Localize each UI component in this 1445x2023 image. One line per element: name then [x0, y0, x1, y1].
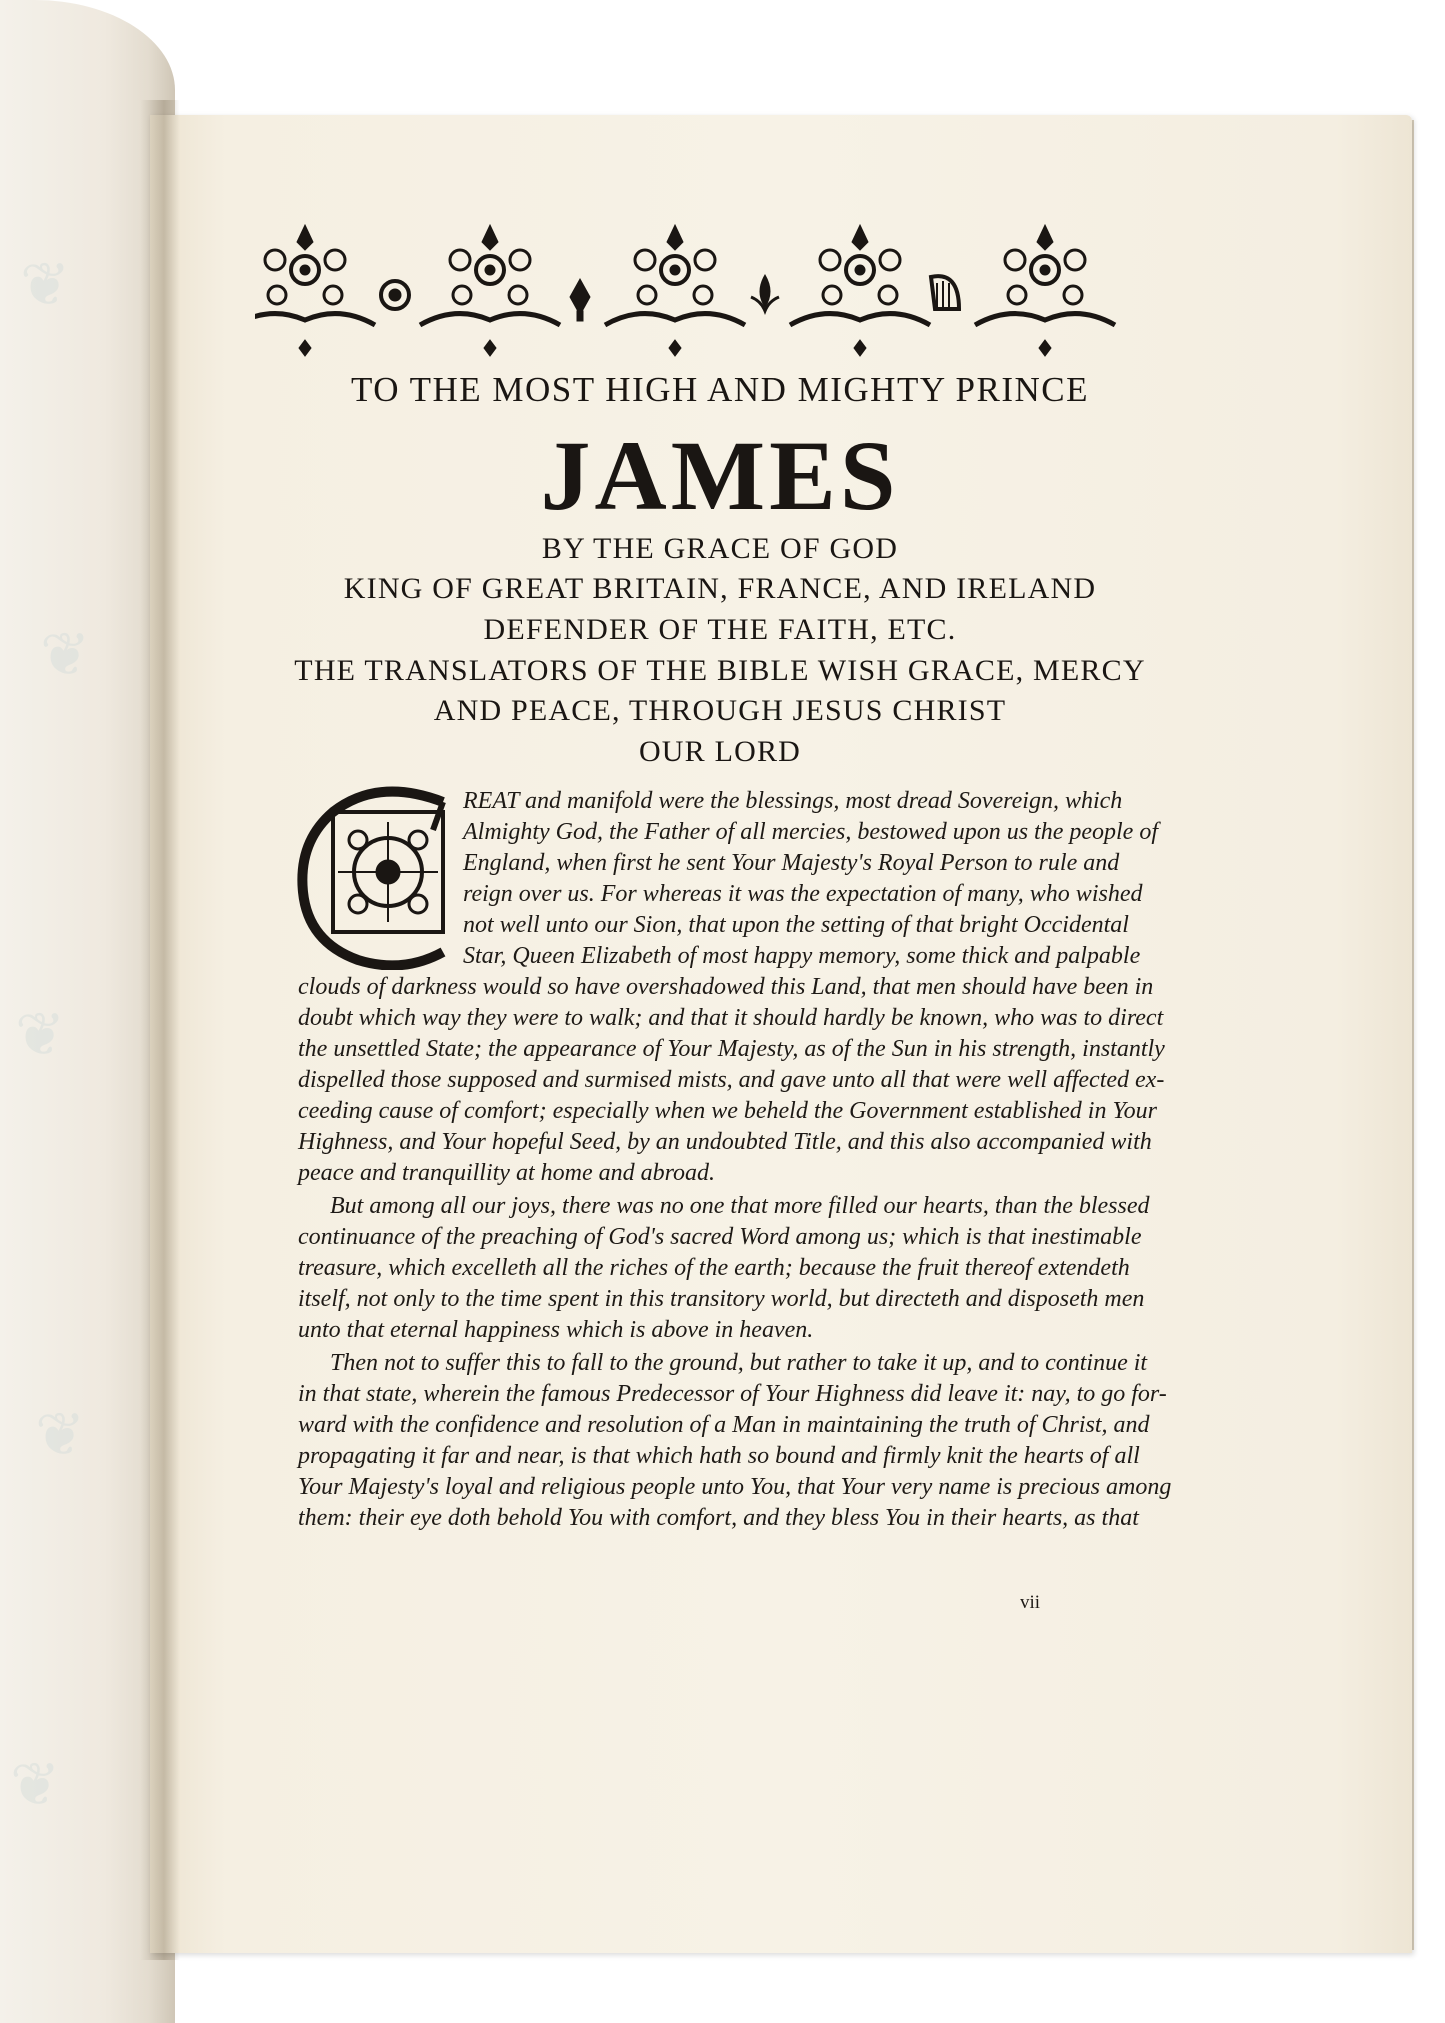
dedication-line: BY THE GRACE OF GOD [541, 532, 899, 565]
ghost-ornament-icon: ❦ [20, 250, 71, 320]
dedication-line: THE TRANSLATORS OF THE BIBLE WISH GRACE, MERCY [294, 654, 1146, 687]
body-line: them: their eye doth behold You with comfort, and they bless You in their hearts, as that [298, 1505, 1139, 1531]
body-line: in that state, wherein the famous Predecessor of Your Highness did leave it: nay, to go for- [298, 1381, 1167, 1407]
dedication-line-top: TO THE MOST HIGH AND MIGHTY PRINCE [350, 370, 1090, 409]
dropcap-letter: G [293, 782, 294, 783]
page-number: vii [1020, 1592, 1041, 1613]
ghost-ornament-icon: ❦ [35, 1400, 86, 1470]
body-line: reign over us. For whereas it was the expectation of many, who wished [463, 881, 1143, 907]
dedication-line: AND PEACE, THROUGH JESUS CHRIST [433, 694, 1007, 727]
body-line: REAT and manifold were the blessings, most dread Sovereign, which [463, 788, 1123, 814]
body-line: continuance of the preaching of God's sacred Word among us; which is that inestimable [298, 1224, 1142, 1250]
body-line: Then not to suffer this to fall to the ground, but rather to take it up, and to continue it [330, 1350, 1148, 1376]
body-line: ward with the confidence and resolution of a Man in maintaining the truth of Christ, and [298, 1412, 1150, 1438]
ghost-ornament-icon: ❦ [15, 1000, 66, 1070]
ornament-band [255, 215, 1170, 365]
book-gutter [140, 100, 180, 1960]
body-line: dispelled those supposed and surmised mists, and gave unto all that were well affected ex- [298, 1067, 1165, 1093]
body-line: unto that eternal happiness which is above in heaven. [298, 1317, 814, 1343]
dedication-line: DEFENDER OF THE FAITH, ETC. [483, 613, 957, 646]
body-line: England, when first he sent Your Majesty's Royal Person to rule and [463, 850, 1120, 876]
dedication-line: OUR LORD [638, 735, 802, 768]
dedication-line: KING OF GREAT BRITAIN, FRANCE, AND IRELAND [343, 572, 1097, 605]
body-line: peace and tranquillity at home and abroad. [298, 1160, 716, 1186]
body-line: the unsettled State; the appearance of Your Majesty, as of the Sun in his strength, instantly [298, 1036, 1165, 1062]
body-line: But among all our joys, there was no one that more filled our hearts, than the blessed [330, 1193, 1150, 1219]
body-line: treasure, which excelleth all the riches of the earth; because the fruit thereof extendeth [298, 1255, 1130, 1281]
body-line: clouds of darkness would so have overshadowed this Land, that men should have been in [298, 974, 1154, 1000]
body-line: doubt which way they were to walk; and that it should hardly be known, who was to direct [298, 1005, 1164, 1031]
body-line: ceeding cause of comfort; especially when we beheld the Government established in Your [298, 1098, 1157, 1124]
floral-ornament-icon [255, 215, 1170, 365]
body-line: itself, not only to the time spent in this transitory world, but directeth and disposeth men [298, 1286, 1145, 1312]
illuminated-initial [293, 782, 463, 970]
body-line: Your Majesty's loyal and religious people unto You, that Your very name is precious among [298, 1474, 1172, 1500]
body-line: Highness, and Your hopeful Seed, by an undoubted Title, and this also accompanied with [298, 1129, 1152, 1155]
body-line: not well unto our Sion, that upon the setting of that bright Occidental [463, 912, 1129, 938]
dedication-name: JAMES [540, 420, 900, 531]
body-line: Almighty God, the Father of all mercies, bestowed upon us the people of [463, 819, 1158, 845]
ghost-ornament-icon: ❦ [40, 620, 91, 690]
body-line: propagating it far and near, is that which hath so bound and firmly knit the hearts of all [298, 1443, 1140, 1469]
ghost-ornament-icon: ❦ [10, 1750, 61, 1820]
body-line: Star, Queen Elizabeth of most happy memory, some thick and palpable [463, 943, 1141, 969]
